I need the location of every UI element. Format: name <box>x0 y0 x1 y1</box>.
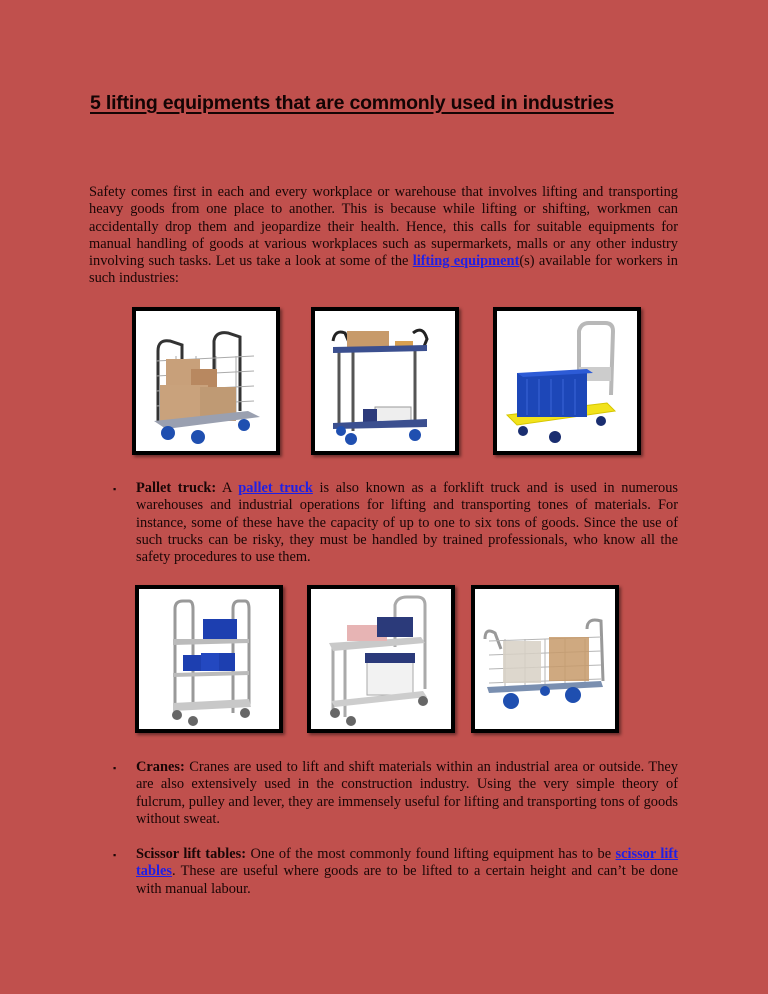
cage-trolley-image <box>471 585 619 733</box>
list-item-scissor-lift-tables <box>113 846 678 898</box>
bullet-icon: ▪ <box>113 763 117 773</box>
lifting-equipment-link[interactable]: lifting equipment <box>412 253 520 270</box>
bullet-heading: Cranes: <box>136 759 185 775</box>
bullet-text: is also known as a forklift truck and is used in numerous warehouses and industrial operations for lifting and transporting tones of materials. For instance, some of these have the capacity of up to one to six tons of goods. Since the use of such trucks can be risky, they must be handled by trained professionals, who know all the safety procedures to use them. <box>136 480 679 566</box>
intro-text: Safety comes first in each and every workplace or warehouse that involves lifting and transporting heavy goods from one place to another. This is because while lifting or shifting, workmen can accidentally drop them and jeopardize their health. Hence, this calls for suitable equipments for manual handling of goods at various workplaces such as supermarkets, malls or any other industry involving such tasks. Let us take a look at some of the <box>89 184 678 270</box>
bullet-heading: Pallet truck: <box>136 480 217 496</box>
scissor-lift-tables-link[interactable]: scissor lift tables <box>136 846 678 880</box>
three-tier-trolley-image <box>135 585 283 733</box>
intro-paragraph <box>89 184 678 288</box>
two-tier-trolley-image <box>311 307 459 455</box>
bullet-text: One of the most commonly found lifting equipment has to be <box>246 846 616 862</box>
intro-text-end: (s) available for workers in such industries: <box>89 253 678 287</box>
bullet-icon: ▪ <box>113 850 117 860</box>
platform-truck-image <box>493 307 641 455</box>
bullet-heading: Scissor lift tables: <box>136 846 247 862</box>
bullet-icon: ▪ <box>113 484 117 494</box>
mesh-trolley-image <box>132 307 280 455</box>
pallet-truck-link[interactable]: pallet truck <box>238 480 313 496</box>
page-title: 5 lifting equipments that are commonly used in industries <box>90 92 614 114</box>
list-item-pallet-truck <box>113 480 678 566</box>
bullet-text: Cranes are used to lift and shift materials within an industrial area or outside. They are also extensively used in the construction industry. Using the very simple theory of fulcrum, pulley and lever, they are immensely useful for lifting and transporting tons of goods without sweat. <box>136 759 678 827</box>
list-item-cranes <box>113 759 678 828</box>
bullet-text: A <box>216 480 239 496</box>
two-shelf-trolley-image <box>307 585 455 733</box>
bullet-text: . These are useful where goods are to be lifted to a certain height and can’t be done with manual labour. <box>136 863 678 897</box>
